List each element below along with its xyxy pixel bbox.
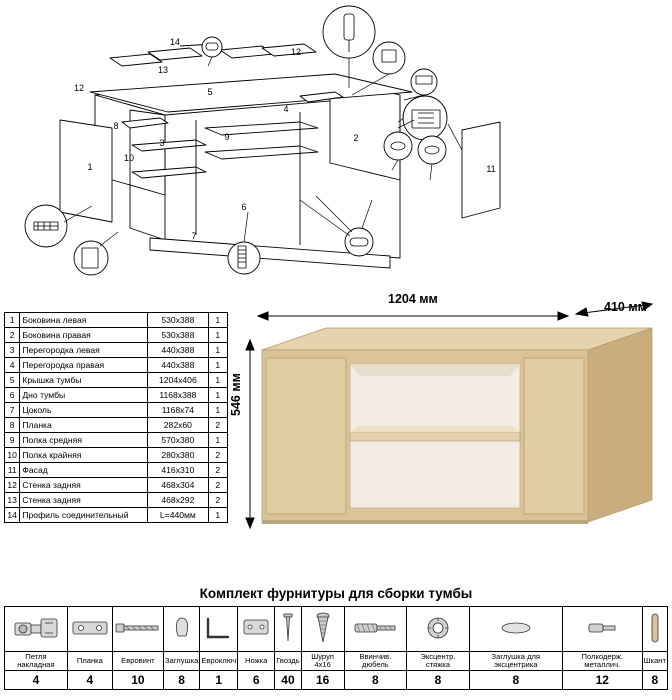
- table-row: [5, 328, 228, 343]
- callout-3: 3: [159, 138, 165, 148]
- part-no: 9: [5, 433, 20, 448]
- leg-icon: [238, 607, 275, 652]
- part-name: Боковина правая: [20, 328, 148, 343]
- product-render-svg: [232, 292, 672, 552]
- kit-item-name: Эксцентр. стяжка: [407, 652, 469, 671]
- part-qty: 1: [208, 388, 227, 403]
- kit-item-count: 16: [301, 671, 344, 690]
- part-dim: 1168х74: [148, 403, 208, 418]
- dowel-screw-icon: [344, 607, 407, 652]
- cap-icon: [163, 607, 199, 652]
- part-dim: 282х60: [148, 418, 208, 433]
- dimension-depth-label: 410 мм: [604, 300, 647, 314]
- callout-6: 6: [241, 202, 247, 212]
- part-name: Цоколь: [20, 403, 148, 418]
- part-qty: 1: [208, 373, 227, 388]
- part-dim: 530х388: [148, 328, 208, 343]
- table-row: [5, 358, 228, 373]
- euroscrew-icon: [112, 607, 163, 652]
- part-no: 11: [5, 463, 20, 478]
- part-dim: 468х304: [148, 478, 208, 493]
- part-dim: 468х292: [148, 493, 208, 508]
- part-dim: 1168х388: [148, 388, 208, 403]
- hardware-kit-title: Комплект фурнитуры для сборки тумбы: [199, 586, 473, 601]
- kit-names-row: [5, 652, 668, 671]
- part-qty: 1: [208, 328, 227, 343]
- part-no: 1: [5, 313, 20, 328]
- callout-10: 10: [123, 153, 135, 163]
- part-dim: 1204х406: [148, 373, 208, 388]
- kit-item-name: Шуруп 4х16: [301, 652, 344, 671]
- kit-item-name: Заглушка для эксцентрика: [469, 652, 562, 671]
- part-name: Полка крайняя: [20, 448, 148, 463]
- kit-item-name: Петля накладная: [5, 652, 68, 671]
- part-no: 2: [5, 328, 20, 343]
- callout-4: 4: [283, 104, 289, 114]
- part-name: Перегородка правая: [20, 358, 148, 373]
- cam-icon: [407, 607, 469, 652]
- part-qty: 2: [208, 463, 227, 478]
- kit-item-count: 10: [112, 671, 163, 690]
- part-no: 4: [5, 358, 20, 373]
- part-qty: 1: [208, 358, 227, 373]
- part-name: Профиль соединительный: [20, 508, 148, 523]
- table-row: [5, 388, 228, 403]
- screw-icon: [301, 607, 344, 652]
- part-no: 14: [5, 508, 20, 523]
- callout-1: 1: [87, 162, 93, 172]
- table-row: [5, 448, 228, 463]
- part-dim: 416х310: [148, 463, 208, 478]
- callout-8: 8: [113, 121, 119, 131]
- shelf-support-icon: [562, 607, 642, 652]
- nail-icon: [275, 607, 301, 652]
- part-no: 7: [5, 403, 20, 418]
- part-name: Полка средняя: [20, 433, 148, 448]
- callout-9: 9: [224, 132, 230, 142]
- part-qty: 2: [208, 493, 227, 508]
- part-name: Стенка задняя: [20, 478, 148, 493]
- kit-item-name: Гвоздь: [275, 652, 301, 671]
- kit-item-name: Евроключ: [200, 652, 238, 671]
- kit-item-count: 8: [344, 671, 407, 690]
- table-row: [5, 478, 228, 493]
- callout-11: 11: [486, 164, 496, 174]
- cabinet-body: [262, 328, 652, 524]
- kit-item-name: Планка: [67, 652, 112, 671]
- kit-item-count: 4: [67, 671, 112, 690]
- part-qty: 1: [208, 313, 227, 328]
- plate-icon: [67, 607, 112, 652]
- cam-cap-icon: [469, 607, 562, 652]
- part-name: Боковина левая: [20, 313, 148, 328]
- part-qty: 2: [208, 478, 227, 493]
- part-qty: 1: [208, 508, 227, 523]
- kit-item-name: Полкодерж. металлич.: [562, 652, 642, 671]
- part-no: 10: [5, 448, 20, 463]
- part-dim: 440х388: [148, 343, 208, 358]
- exploded-assembly-diagram: [0, 0, 672, 285]
- part-dim: 530х388: [148, 313, 208, 328]
- part-name: Планка: [20, 418, 148, 433]
- kit-item-name: Заглушка: [163, 652, 199, 671]
- part-qty: 1: [208, 433, 227, 448]
- kit-item-count: 40: [275, 671, 301, 690]
- callout-13: 13: [157, 65, 169, 75]
- table-row: [5, 313, 228, 328]
- kit-item-count: 12: [562, 671, 642, 690]
- hinge-overlay-icon: [5, 607, 68, 652]
- exploded-diagram-svg: [0, 0, 672, 285]
- kit-item-name: Евровинт: [112, 652, 163, 671]
- table-row: [5, 493, 228, 508]
- eurokey-icon: [200, 607, 238, 652]
- part-name: Фасад: [20, 463, 148, 478]
- table-row: [5, 433, 228, 448]
- kit-item-count: 8: [407, 671, 469, 690]
- callout-2: 2: [353, 133, 359, 143]
- part-qty: 1: [208, 403, 227, 418]
- hardware-kit-table: [4, 606, 668, 690]
- kit-item-count: 8: [469, 671, 562, 690]
- callout-14: 14: [169, 37, 181, 47]
- part-name: Перегородка левая: [20, 343, 148, 358]
- dowel-icon: [642, 607, 667, 652]
- part-dim: L=440мм: [148, 508, 208, 523]
- kit-icons-row: [5, 607, 668, 652]
- table-row: [5, 373, 228, 388]
- table-row: [5, 508, 228, 523]
- part-name: Стенка задняя: [20, 493, 148, 508]
- callout-5: 5: [207, 87, 213, 97]
- part-no: 3: [5, 343, 20, 358]
- part-dim: 280х380: [148, 448, 208, 463]
- callout-12a: 12: [73, 83, 85, 93]
- part-no: 5: [5, 373, 20, 388]
- dimension-height-label: 546 мм: [229, 373, 243, 416]
- kit-item-count: 4: [5, 671, 68, 690]
- kit-item-count: 8: [642, 671, 667, 690]
- part-qty: 1: [208, 343, 227, 358]
- kit-item-count: 8: [163, 671, 199, 690]
- parts-list-table: [4, 312, 228, 523]
- part-name: Дно тумбы: [20, 388, 148, 403]
- kit-item-name: Ввинчив. дюбель: [344, 652, 407, 671]
- part-name: Крышка тумбы: [20, 373, 148, 388]
- kit-item-count: 1: [200, 671, 238, 690]
- callout-12b: 12: [290, 47, 302, 57]
- dimension-width-label: 1204 мм: [388, 292, 438, 306]
- table-row: [5, 463, 228, 478]
- part-no: 6: [5, 388, 20, 403]
- part-dim: 440х388: [148, 358, 208, 373]
- part-no: 13: [5, 493, 20, 508]
- table-row: [5, 418, 228, 433]
- kit-item-count: 6: [238, 671, 275, 690]
- product-render: [232, 292, 672, 552]
- kit-item-name: Шкант: [642, 652, 667, 671]
- kit-counts-row: [5, 671, 668, 690]
- callout-7: 7: [191, 231, 197, 241]
- part-qty: 2: [208, 418, 227, 433]
- part-dim: 570х380: [148, 433, 208, 448]
- part-no: 8: [5, 418, 20, 433]
- part-no: 12: [5, 478, 20, 493]
- table-row: [5, 403, 228, 418]
- table-row: [5, 343, 228, 358]
- kit-item-name: Ножка: [238, 652, 275, 671]
- part-qty: 2: [208, 448, 227, 463]
